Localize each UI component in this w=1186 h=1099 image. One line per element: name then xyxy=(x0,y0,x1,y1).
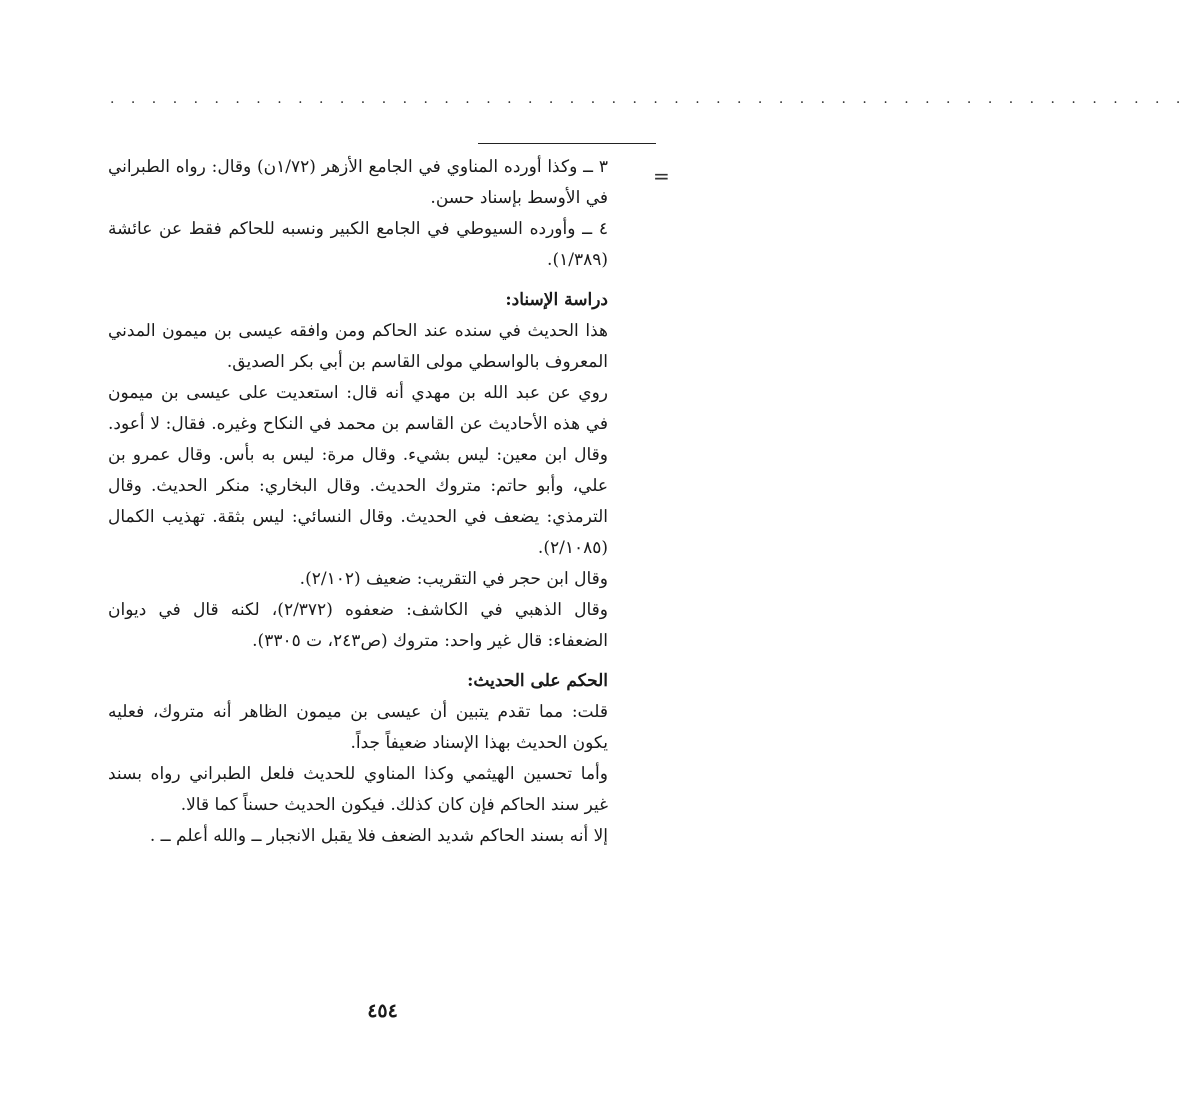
continuation-mark: = xyxy=(653,164,670,188)
paragraph-final-ruling: إلا أنه بسند الحاكم شديد الضعف فلا يقبل الانجبار ــ والله أعلم ــ . xyxy=(149,826,608,846)
section-heading-ruling: الحكم على الحديث: xyxy=(467,671,608,691)
section-heading-isnad: دراسة الإسناد: xyxy=(505,290,608,310)
page-number: ٤٥٤ xyxy=(367,1000,398,1022)
paragraph-ibn-hajar: وقال ابن حجر في التقريب: ضعيف (٢/١٠٢). xyxy=(299,569,608,589)
paragraph-haythami: وأما تحسين الهيثمي وكذا المناوي للحديث فلعل الطبراني رواه بسند غير سند الحاكم فإن كان كذلك. فيكون الحديث حسناً كما قالا. xyxy=(108,764,608,815)
footnote-4: ٤ ــ وأورده السيوطي في الجامع الكبير ونسبه للحاكم فقط عن عائشة (١/٣٨٩). xyxy=(108,219,608,270)
paragraph-narrator-intro: هذا الحديث في سنده عند الحاكم ومن وافقه عيسى بن ميمون المدني المعروف بالواسطي مولى القاسم بن أبي بكر الصديق. xyxy=(108,321,608,372)
paragraph-dhahabi: وقال الذهبي في الكاشف: ضعفوه (٢/٣٧٢)، لكنه قال في ديوان الضعفاء: قال غير واحد: متروك (ص٢٤٣، ت ٣٣٠٥). xyxy=(108,600,608,651)
footnote-separator-rule xyxy=(478,143,656,144)
paragraph-conclusion: قلت: مما تقدم يتبين أن عيسى بن ميمون الظاهر أنه متروك، فعليه يكون الحديث بهذا الإسناد ضعيفاً جداً. xyxy=(108,702,608,753)
page-body xyxy=(108,152,608,852)
footnote-3: ٣ ــ وكذا أورده المناوي في الجامع الأزهر (١/٧٢ن) وقال: رواه الطبراني في الأوسط بإسناد حسن. xyxy=(108,157,608,208)
paragraph-critics-opinions: روي عن عبد الله بن مهدي أنه قال: استعديت على عيسى بن ميمون في هذه الأحاديث عن القاسم بن محمد في النكاح وغيره. فقال: لا أعود. وقال ابن معين: ليس بشيء. وقال مرة: ليس به بأس. وقال عمرو بن علي، وأبو حاتم: متروك الحديث. وقال البخاري: منكر الحديث. وقال الترمذي: يضعف في الحديث. وقال النسائي: ليس بثقة. تهذيب الكمال (٢/١٠٨٥). xyxy=(108,383,608,558)
dot-leader-line: · · · · · · · · · · · · · · · · · · · · · · · · · · · · · · · · · · · · · · · · · · · · · · · · · · · · xyxy=(110,95,1186,111)
